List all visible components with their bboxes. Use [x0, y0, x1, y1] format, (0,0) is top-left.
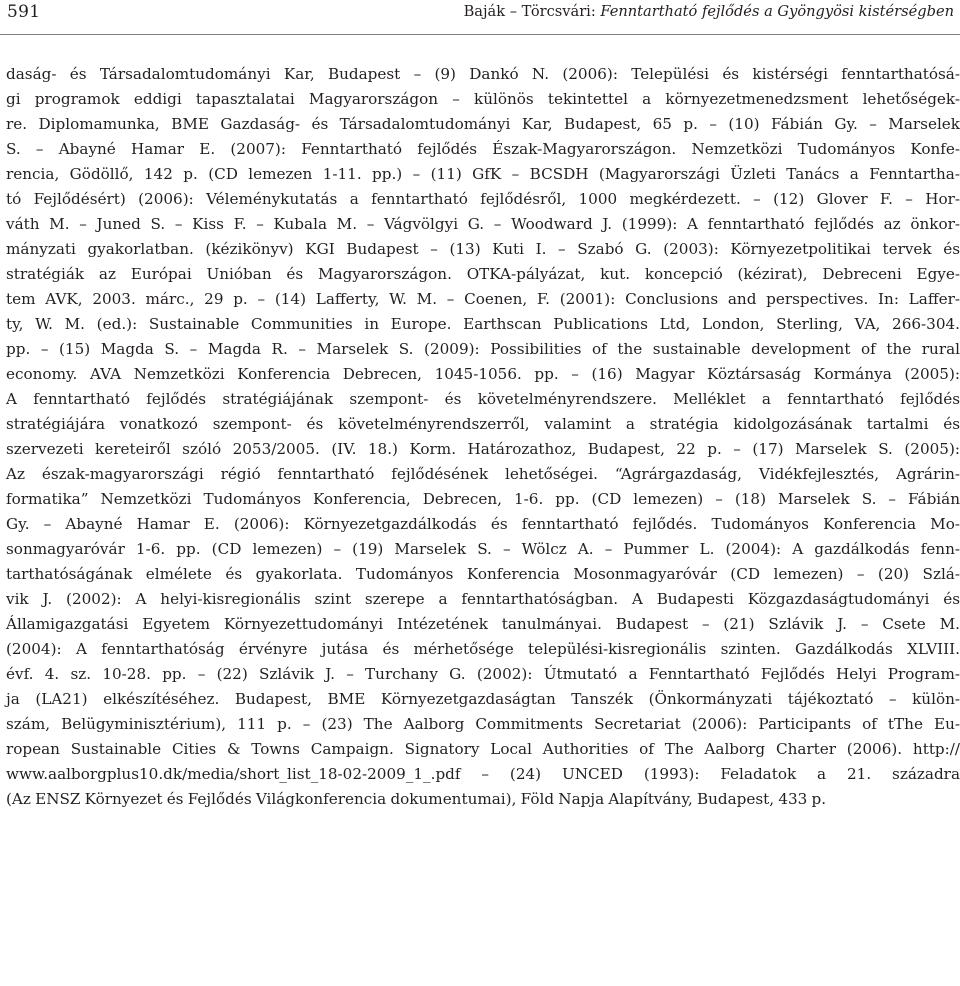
page-header — [0, 0, 960, 44]
reference-line: (2004): A fenntarthatóság érvényre jutása és mérhetősége települési-kisregionális szinten. Gazdálkodás XLVIII. — [6, 640, 960, 658]
reference-line: váth M. – Juned S. – Kiss F. – Kubala M. – Vágvölgyi G. – Woodward J. (1999): A fenntartható fejlődés az önkor- — [6, 215, 960, 233]
reference-line: re. Diplomamunka, BME Gazdaság- és Társadalomtudományi Kar, Budapest, 65 p. – (10) Fábián Gy. – Marselek — [6, 115, 960, 133]
reference-line: daság- és Társadalomtudományi Kar, Budapest – (9) Dankó N. (2006): Települési és kistérségi fenntarthatósá- — [6, 65, 960, 83]
reference-line: rencia, Gödöllő, 142 p. (CD lemezen 1-11. pp.) – (11) GfK – BCSDH (Magyarországi Üzleti Tanács a Fenntartha- — [6, 165, 960, 183]
reference-line: pp. – (15) Magda S. – Magda R. – Marselek S. (2009): Possibilities of the sustainable development of the rural — [6, 340, 960, 358]
reference-line: tarthatóságának elmélete és gyakorlata. Tudományos Konferencia Mosonmagyaróvár (CD lemezen) – (20) Szlá- — [6, 565, 960, 583]
reference-line: évf. 4. sz. 10-28. pp. – (22) Szlávik J. – Turchany G. (2002): Útmutató a Fenntartható Fejlődés Helyi Program- — [6, 665, 960, 683]
reference-line: mányzati gyakorlatban. (kézikönyv) KGI Budapest – (13) Kuti I. – Szabó G. (2003): Környezetpolitikai tervek és — [6, 240, 960, 258]
running-head-title: Fenntartható fejlődés a Gyöngyösi kistérségben — [600, 3, 954, 20]
reference-line: ty, W. M. (ed.): Sustainable Communities in Europe. Earthscan Publications Ltd, London, Sterling, VA, 266-304. — [6, 315, 960, 333]
reference-line: szervezeti kereteiről szóló 2053/2005. (IV. 18.) Korm. Határozathoz, Budapest, 22 p. – (17) Marselek S. (2005): — [6, 440, 960, 458]
reference-line: www.aalborgplus10.dk/media/short_list_18-02-2009_1_.pdf – (24) UNCED (1993): Feladatok a 21. századra — [6, 765, 960, 783]
reference-line: S. – Abayné Hamar E. (2007): Fenntartható fejlődés Észak-Magyarországon. Nemzetközi Tudományos Konfe- — [6, 140, 960, 158]
running-head — [464, 2, 954, 22]
reference-line: tó Fejlődésért) (2006): Véleménykutatás a fenntartható fejlődésről, 1000 megkérdezett. – (12) Glover F. – Hor- — [6, 190, 960, 208]
reference-line: stratégiák az Európai Unióban és Magyarországon. OTKA-pályázat, kut. koncepció (kézirat), Debreceni Egye- — [6, 265, 960, 283]
reference-line: tem AVK, 2003. márc., 29 p. – (14) Lafferty, W. M. – Coenen, F. (2001): Conclusions and perspectives. In: Laffer- — [6, 290, 960, 308]
reference-line: ja (LA21) elkészítéséhez. Budapest, BME Környezetgazdaságtan Tanszék (Önkormányzati tájékoztató – külön- — [6, 690, 960, 708]
reference-line: economy. AVA Nemzetközi Konferencia Debrecen, 1045-1056. pp. – (16) Magyar Köztársaság Kormánya (2005): — [6, 365, 960, 383]
reference-line: Gy. – Abayné Hamar E. (2006): Környezetgazdálkodás és fenntartható fejlődés. Tudományos Konferencia Mo- — [6, 515, 960, 533]
reference-line: szám, Belügyminisztérium), 111 p. – (23) The Aalborg Commitments Secretariat (2006): Participants of tThe Eu- — [6, 715, 960, 733]
reference-line: sonmagyaróvár 1-6. pp. (CD lemezen) – (19) Marselek S. – Wölcz A. – Pummer L. (2004): A gazdálkodás fenn- — [6, 540, 960, 558]
reference-line: A fenntartható fejlődés stratégiájának szempont- és követelményrendszere. Melléklet a fenntartható fejlődés — [6, 390, 960, 408]
reference-line: Az észak-magyarországi régió fenntartható fejlődésének lehetőségei. “Agrárgazdaság, Vidékfejlesztés, Agrárin- — [6, 465, 960, 483]
page-number: 591 — [7, 2, 41, 22]
reference-line: gi programok eddigi tapasztalatai Magyarországon – különös tekintettel a környezetmenedzsment lehetőségek- — [6, 90, 960, 108]
reference-line: Államigazgatási Egyetem Környezettudományi Intézetének tanulmányai. Budapest – (21) Szlávik J. – Csete M. — [6, 615, 960, 633]
reference-line: formatika” Nemzetközi Tudományos Konferencia, Debrecen, 1-6. pp. (CD lemezen) – (18) Marselek S. – Fábián — [6, 490, 960, 508]
reference-line: vik J. (2002): A helyi-kisregionális szint szerepe a fenntarthatóságban. A Budapesti Közgazdaságtudományi és — [6, 590, 960, 608]
reference-line: (Az ENSZ Környezet és Fejlődés Világkonferencia dokumentumai), Föld Napja Alapítvány, Budapest, 433 p. — [6, 790, 827, 808]
reference-line: ropean Sustainable Cities & Towns Campaign. Signatory Local Authorities of The Aalborg Charter (2006). http:// — [6, 740, 960, 758]
reference-line: stratégiájára vonatkozó szempont- és követelményrendszerről, valamint a stratégia kidolgozásának tartalmi és — [6, 415, 960, 433]
references-text — [6, 62, 960, 812]
running-head-authors: Baják – Törcsvári: — [463, 3, 601, 20]
header-rule — [0, 34, 960, 35]
